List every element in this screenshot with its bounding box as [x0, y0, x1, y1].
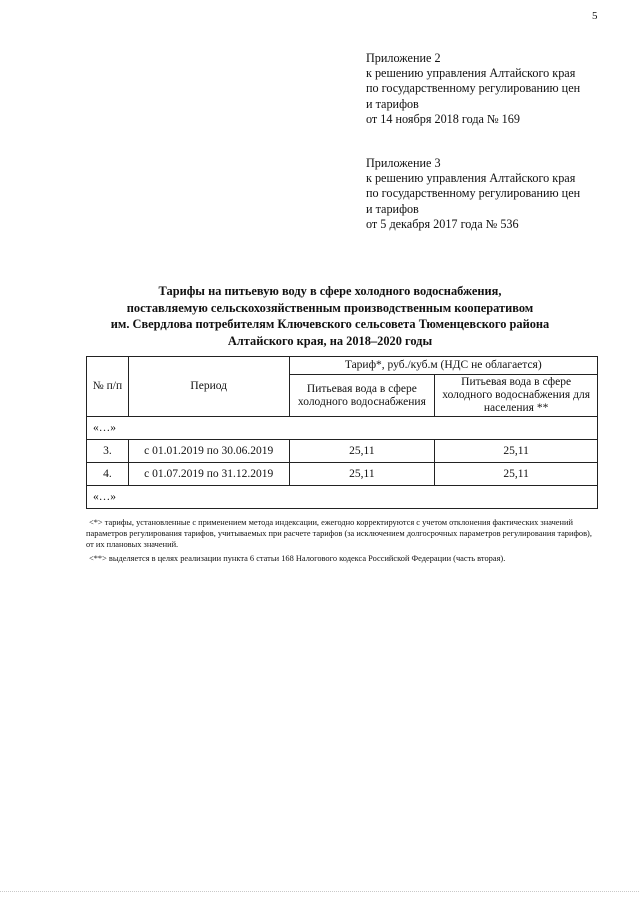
tariffs-table — [86, 356, 598, 509]
header-number: № п/п — [87, 357, 129, 417]
appendix-line: Приложение 2 — [366, 51, 441, 65]
header-drinking-water-population: Питьевая вода в сфере холодного водоснабжения для населения ** — [435, 375, 598, 417]
footnote: <*> тарифы, установленные с применением метода индексации, ежегодно корректируются с учетом отклонения фактических значений параметров регулирования тарифов, учитываемых при расчете тарифов (за исключением долгосрочных параметров регулирования тарифов), от их плановых значений. — [86, 518, 592, 549]
appendix-line: от 14 ноября 2018 года № 169 — [366, 111, 520, 126]
footnote: <**> выделяется в целях реализации пункта 6 статьи 168 Налогового кодекса Российской Федерации (часть вторая). — [89, 554, 506, 564]
table-row — [87, 440, 598, 463]
row-period: с 01.01.2019 по 30.06.2019 — [128, 440, 289, 463]
page-number: 5 — [592, 10, 598, 22]
row-tariff-2: 25,11 — [435, 440, 598, 463]
appendix-3-header — [366, 156, 580, 232]
row-tariff-1: 25,11 — [289, 440, 435, 463]
appendix-2-header — [366, 51, 580, 127]
ellipsis-row: «…» — [87, 417, 598, 440]
table-row — [87, 463, 598, 486]
title-line: поставляемую сельскохозяйственным производственным кооперативом — [126, 300, 534, 315]
title-line: Тарифы на питьевую воду в сфере холодного водоснабжения, — [158, 284, 502, 298]
appendix-line: к решению управления Алтайского края — [366, 66, 576, 81]
row-tariff-1: 25,11 — [289, 463, 435, 486]
row-number: 4. — [87, 463, 129, 486]
appendix-line: от 5 декабря 2017 года № 536 — [366, 216, 519, 231]
header-drinking-water: Питьевая вода в сфере холодного водоснабжения — [289, 375, 435, 417]
title-line: Алтайского края, на 2018–2020 годы — [227, 333, 433, 348]
header-tariff: Тариф*, руб./куб.м (НДС не облагается) — [289, 357, 597, 375]
ellipsis-row: «…» — [87, 486, 598, 509]
appendix-line: к решению управления Алтайского края — [366, 171, 576, 186]
header-period: Период — [128, 357, 289, 417]
appendix-line: по государственному регулированию цен — [366, 81, 581, 96]
footnotes — [86, 518, 601, 569]
row-tariff-2: 25,11 — [435, 463, 598, 486]
appendix-line: Приложение 3 — [366, 156, 441, 170]
row-period: с 01.07.2019 по 31.12.2019 — [128, 463, 289, 486]
document-title — [60, 283, 600, 349]
row-number: 3. — [87, 440, 129, 463]
appendix-line: и тарифов — [366, 96, 419, 111]
scan-edge-line — [0, 891, 639, 892]
appendix-line: по государственному регулированию цен — [366, 186, 581, 201]
appendix-line: и тарифов — [366, 201, 419, 216]
title-line: им. Свердлова потребителям Ключевского сельсовета Тюменцевского района — [110, 317, 550, 331]
